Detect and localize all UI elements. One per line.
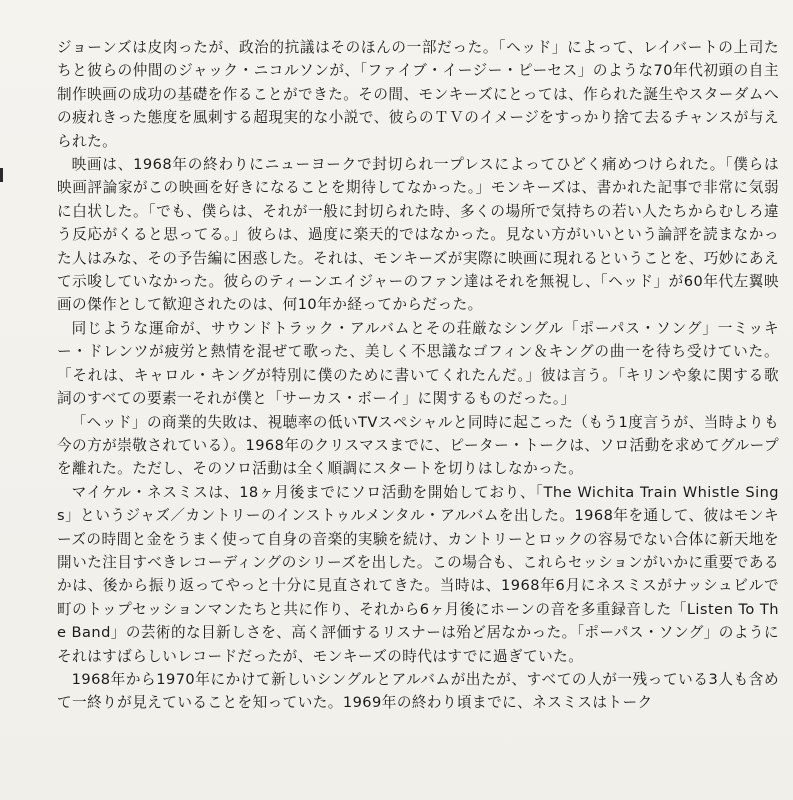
paragraph-4: 「ヘッド」の商業的失敗は、視聴率の低いTVスペシャルと同時に起こった（もう1度言うが、当時よりも今の方が崇敬されている）。1968年のクリスマスまでに、ピーター・トークは、ソロ活動を求めてグループを離れた。ただし、そのソロ活動は全く順調にスタートを切りはしなかった。	[57, 413, 779, 478]
paragraph-6: 1968年から1970年にかけて新しいシングルとアルバムが出たが、すべての人が一残っている3人も含めて一終りが見えていることを知っていた。1969年の終わり頃までに、ネスミスはトーク	[57, 670, 779, 712]
paragraph-1: ジョーンズは皮肉ったが、政治的抗議はそのほんの一部だった。「ヘッド」によって、レイバートの上司たちと彼らの仲間のジャック・ニコルソンが、「ファイブ・イージー・ピーセス」のような70年代初頭の自主制作映画の成功の基礎を作ることができた。その間、モンキーズにとっては、作られた誕生やスターダムへの疲れきった態度を風刺する超現実的な小説で、彼らのＴＶのイメージをすっかり捨て去るチャンスが与えられた。	[57, 39, 779, 150]
paragraph-2: 映画は、1968年の終わりにニューヨークで封切られ一プレスによってひどく痛めつけられた。「僕らは映画評論家がこの映画を好きになることを期待してなかった。」モンキーズは、書かれた記事で非常に気弱に白状した。「でも、僕らは、それが一般に封切られた時、多くの場所で気持ちの若い人たちからむしろ違う反応がくると思ってる。」彼らは、過度に楽天的ではなかった。見ない方がいいという論評を読まなかった人はみな、その予告編に困惑した。それは、モンキーズが実際に映画に現れるということを、巧妙にあえて示唆していなかった。彼らのティーンエイジャーのファン達はそれを無視し、「ヘッド」が60年代左翼映画の傑作として歓迎されたのは、何10年か経ってからだった。	[57, 156, 779, 314]
page-edge-mark	[0, 168, 3, 182]
paragraph-5: マイケル・ネスミスは、18ヶ月後までにソロ活動を開始しており、「The Wichita Train Whistle Sings」というジャズ／カントリーのインストゥルメンタル・アルバムを出した。1968年を通して、彼はモンキーズの時間と金をうまく使って自身の音楽的実験を続け、カントリーとロックの容易でない合体に新天地を開いた注目すべきレコーディングのシリーズを出した。この場合も、これらセッションがいかに重要であるかは、後から振り返ってやっと十分に見直されてきた。当時は、1968年6月にネスミスがナッシュビルで町のトップセッションマンたちと共に作り、それから6ヶ月後にホーンの音を多重録音した「Listen To The Band」の芸術的な目新しさを、高く評価するリスナーは殆ど居なかった。「ポーパス・ソング」のようにそれはすばらしいレコードだったが、モンキーズの時代はすでに過ぎていた。	[57, 483, 779, 665]
paragraph-3: 同じような運命が、サウンドトラック・アルバムとその荘厳なシングル「ポーパス・ソング」一ミッキー・ドレンツが疲労と熱情を混ぜて歌った、美しく不思議なゴフィン＆キングの曲一を待ち受けていた。「それは、キャロル・キングが特別に僕のために書いてくれたんだ。」彼は言う。「キリンや象に関する歌詞のすべての要素一それが僕と「サーカス・ボーイ」に関するものだった。」	[57, 319, 779, 408]
body-text	[57, 36, 779, 715]
